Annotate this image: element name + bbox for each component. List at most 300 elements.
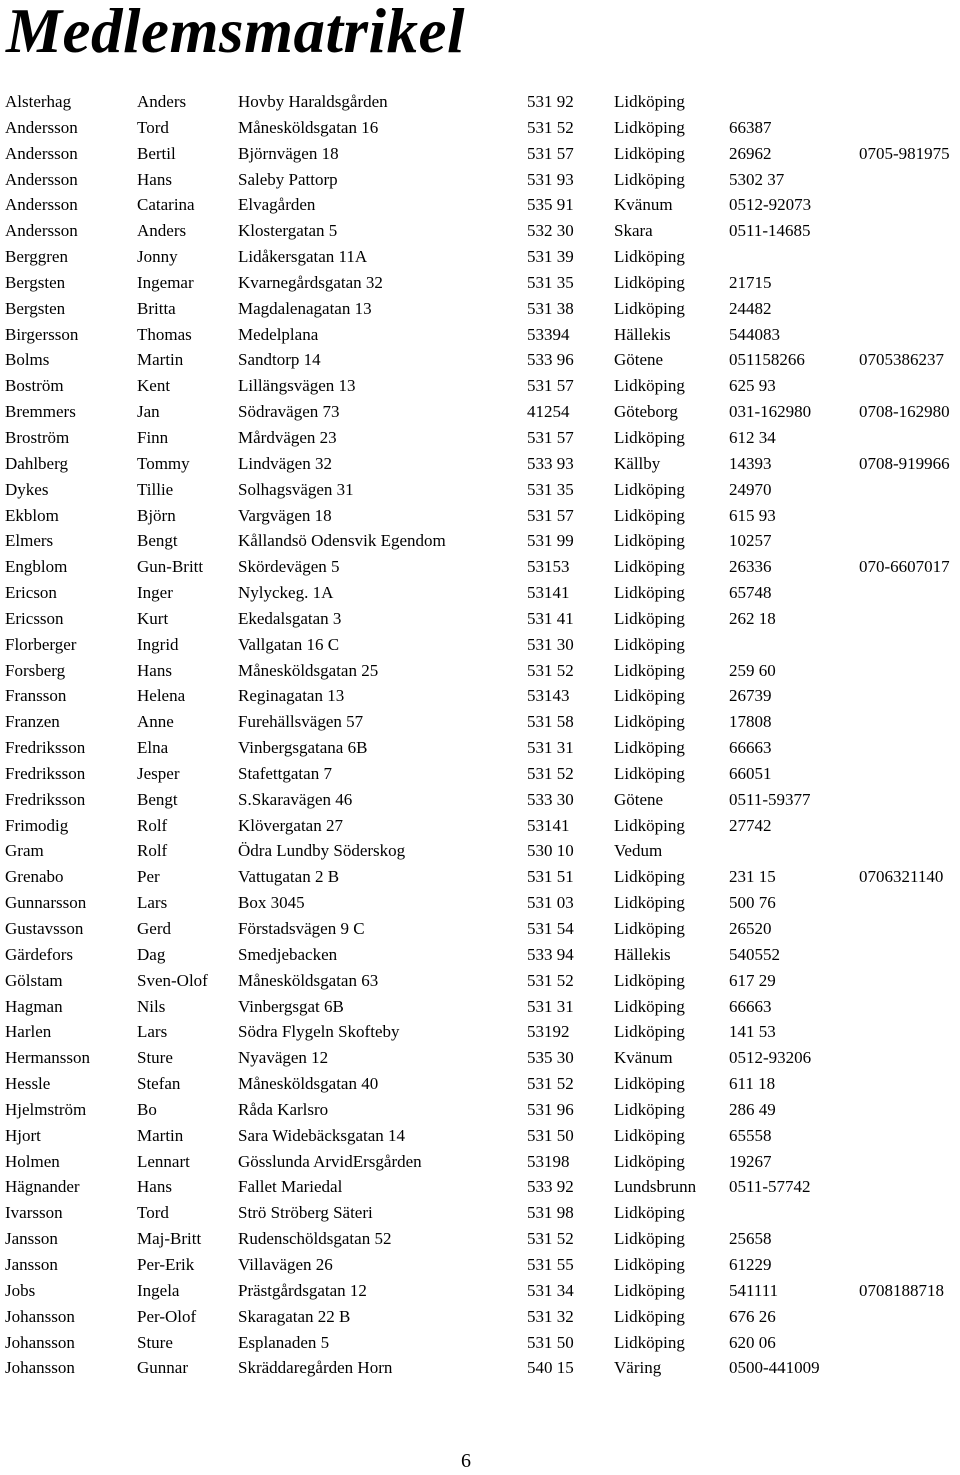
member-street-address: Vinbergsgatana 6B bbox=[238, 738, 368, 758]
member-street-address: Smedjebacken bbox=[238, 944, 338, 964]
member-postal-code: 531 31 bbox=[527, 738, 574, 758]
member-street-address: Box 3045 bbox=[238, 893, 305, 913]
member-street-address: Månesköldsgatan 40 bbox=[238, 1074, 379, 1094]
member-row bbox=[0, 1123, 960, 1149]
member-first-name: Kent bbox=[137, 376, 171, 396]
member-postal-code: 41254 bbox=[527, 402, 570, 422]
member-street-address: Vallgatan 16 C bbox=[238, 634, 340, 654]
member-phone: 19267 bbox=[729, 1151, 772, 1171]
member-postal-code: 531 99 bbox=[527, 531, 574, 551]
member-last-name: Engblom bbox=[5, 557, 68, 577]
member-first-name: Dag bbox=[137, 944, 166, 964]
member-postal-code: 535 91 bbox=[527, 195, 574, 215]
member-postal-code: 531 50 bbox=[527, 1332, 574, 1352]
member-mobile: 0708-162980 bbox=[859, 402, 950, 422]
member-mobile: 0706321140 bbox=[859, 867, 944, 887]
member-last-name: Holmen bbox=[5, 1151, 60, 1171]
member-city: Götene bbox=[614, 350, 664, 370]
member-city: Lidköping bbox=[614, 686, 685, 706]
member-row bbox=[0, 994, 960, 1020]
member-first-name: Inger bbox=[137, 583, 173, 603]
member-phone: 10257 bbox=[729, 531, 772, 551]
member-street-address: Råda Karlsro bbox=[238, 1099, 329, 1119]
member-phone: 65558 bbox=[729, 1125, 772, 1145]
member-phone: 66051 bbox=[729, 763, 772, 783]
member-phone: 14393 bbox=[729, 453, 772, 473]
member-last-name: Broström bbox=[5, 427, 70, 447]
member-row bbox=[0, 838, 960, 864]
member-list bbox=[0, 89, 960, 1381]
member-postal-code: 53394 bbox=[527, 324, 570, 344]
member-row bbox=[0, 761, 960, 787]
member-city: Lidköping bbox=[614, 660, 685, 680]
member-postal-code: 531 58 bbox=[527, 712, 574, 732]
member-street-address: Vattugatan 2 B bbox=[238, 867, 340, 887]
member-last-name: Elmers bbox=[5, 531, 54, 551]
member-city: Lidköping bbox=[614, 1254, 685, 1274]
member-mobile: 0705-981975 bbox=[859, 143, 950, 163]
member-street-address: Gösslunda ArvidErsgården bbox=[238, 1151, 422, 1171]
member-row bbox=[0, 968, 960, 994]
member-city: Lidköping bbox=[614, 298, 685, 318]
member-city: Källby bbox=[614, 453, 661, 473]
member-row bbox=[0, 1174, 960, 1200]
member-row bbox=[0, 1097, 960, 1123]
member-street-address: Skräddaregården Horn bbox=[238, 1358, 393, 1378]
member-phone: 61229 bbox=[729, 1254, 772, 1274]
member-phone: 0512-92073 bbox=[729, 195, 812, 215]
member-phone: 0511-59377 bbox=[729, 789, 811, 809]
member-postal-code: 531 96 bbox=[527, 1099, 574, 1119]
member-phone: 625 93 bbox=[729, 376, 776, 396]
member-last-name: Florberger bbox=[5, 634, 77, 654]
member-city: Lidköping bbox=[614, 919, 685, 938]
member-postal-code: 531 52 bbox=[527, 117, 574, 137]
member-postal-code: 531 93 bbox=[527, 169, 574, 189]
member-last-name: Jobs bbox=[5, 1280, 36, 1300]
member-street-address: Ekedalsgatan 3 bbox=[238, 608, 342, 628]
member-last-name: Dykes bbox=[5, 479, 49, 499]
member-last-name: Fredriksson bbox=[5, 763, 86, 783]
member-street-address: Vargvägen 18 bbox=[238, 505, 332, 525]
member-first-name: Ingemar bbox=[137, 272, 194, 292]
member-mobile: 070-6607017 bbox=[859, 557, 950, 577]
member-last-name: Fransson bbox=[5, 686, 67, 706]
member-phone: 259 60 bbox=[729, 660, 776, 680]
member-first-name: Lars bbox=[137, 1022, 168, 1042]
member-last-name: Hagman bbox=[5, 996, 63, 1016]
member-city: Hällekis bbox=[614, 324, 671, 344]
member-postal-code: 531 39 bbox=[527, 247, 574, 267]
member-first-name: Ingrid bbox=[137, 634, 179, 654]
member-phone: 26520 bbox=[729, 919, 772, 938]
member-first-name: Gunnar bbox=[137, 1358, 188, 1378]
member-row bbox=[0, 916, 960, 942]
member-last-name: Fredriksson bbox=[5, 738, 86, 758]
member-row bbox=[0, 296, 960, 322]
member-first-name: Rolf bbox=[137, 815, 168, 835]
member-first-name: Tommy bbox=[137, 453, 190, 473]
member-row bbox=[0, 813, 960, 839]
member-row bbox=[0, 683, 960, 709]
member-street-address: Nyavägen 12 bbox=[238, 1048, 329, 1068]
member-last-name: Hjelmström bbox=[5, 1099, 87, 1119]
member-row bbox=[0, 632, 960, 658]
member-phone: 26962 bbox=[729, 143, 772, 163]
member-postal-code: 531 51 bbox=[527, 867, 574, 887]
member-city: Lidköping bbox=[614, 893, 685, 913]
member-last-name: Andersson bbox=[5, 143, 78, 163]
member-phone: 5302 37 bbox=[729, 169, 785, 189]
member-first-name: Maj-Britt bbox=[137, 1229, 202, 1249]
member-last-name: Jansson bbox=[5, 1254, 58, 1274]
member-street-address: Förstadsvägen 9 C bbox=[238, 919, 365, 938]
member-first-name: Anders bbox=[137, 221, 187, 241]
member-phone: 615 93 bbox=[729, 505, 776, 525]
page-number: 6 bbox=[461, 1450, 471, 1472]
member-city: Lidköping bbox=[614, 272, 685, 292]
member-street-address: Ödra Lundby Söderskog bbox=[238, 841, 406, 861]
member-row bbox=[0, 890, 960, 916]
member-postal-code: 531 98 bbox=[527, 1203, 574, 1223]
member-row bbox=[0, 322, 960, 348]
member-last-name: Alsterhag bbox=[5, 92, 72, 111]
member-last-name: Berggren bbox=[5, 247, 68, 267]
member-city: Lidköping bbox=[614, 763, 685, 783]
member-row bbox=[0, 89, 960, 115]
member-street-address: Klostergatan 5 bbox=[238, 221, 338, 241]
member-last-name: Gärdefors bbox=[5, 944, 73, 964]
member-phone: 24482 bbox=[729, 298, 772, 318]
member-city: Lidköping bbox=[614, 634, 685, 654]
member-first-name: Sven-Olof bbox=[137, 970, 208, 990]
member-city: Lidköping bbox=[614, 1203, 685, 1223]
member-first-name: Catarina bbox=[137, 195, 195, 215]
member-row bbox=[0, 503, 960, 529]
member-first-name: Finn bbox=[137, 427, 169, 447]
member-street-address: Kvarnegårdsgatan 32 bbox=[238, 272, 383, 292]
member-row bbox=[0, 1330, 960, 1356]
member-postal-code: 531 35 bbox=[527, 479, 574, 499]
member-row bbox=[0, 167, 960, 193]
member-postal-code: 532 30 bbox=[527, 221, 574, 241]
member-postal-code: 531 54 bbox=[527, 919, 574, 938]
member-last-name: Andersson bbox=[5, 117, 78, 137]
member-last-name: Gustavsson bbox=[5, 919, 84, 938]
member-street-address: Medelplana bbox=[238, 324, 319, 344]
member-row bbox=[0, 244, 960, 270]
member-last-name: Dahlberg bbox=[5, 453, 68, 473]
member-city: Lidköping bbox=[614, 531, 685, 551]
member-postal-code: 530 10 bbox=[527, 841, 574, 861]
member-first-name: Per-Olof bbox=[137, 1306, 197, 1326]
member-row bbox=[0, 373, 960, 399]
member-postal-code: 531 35 bbox=[527, 272, 574, 292]
member-first-name: Tord bbox=[137, 117, 169, 137]
member-row bbox=[0, 1304, 960, 1330]
member-last-name: Forsberg bbox=[5, 660, 66, 680]
member-first-name: Per bbox=[137, 867, 160, 887]
member-postal-code: 533 96 bbox=[527, 350, 574, 370]
member-postal-code: 531 31 bbox=[527, 996, 574, 1016]
member-city: Götene bbox=[614, 789, 664, 809]
member-first-name: Jonny bbox=[137, 247, 178, 267]
member-last-name: Ekblom bbox=[5, 505, 59, 525]
member-city: Vedum bbox=[614, 841, 663, 861]
member-first-name: Anne bbox=[137, 712, 174, 732]
member-phone: 051158266 bbox=[729, 350, 805, 370]
member-street-address: Fallet Mariedal bbox=[238, 1177, 343, 1197]
member-street-address: Sara Widebäcksgatan 14 bbox=[238, 1125, 406, 1145]
member-postal-code: 531 55 bbox=[527, 1254, 574, 1274]
member-city: Göteborg bbox=[614, 402, 678, 422]
member-phone: 612 34 bbox=[729, 427, 776, 447]
member-phone: 65748 bbox=[729, 583, 772, 603]
member-phone: 26739 bbox=[729, 686, 772, 706]
member-first-name: Tillie bbox=[137, 479, 174, 499]
member-first-name: Elna bbox=[137, 738, 169, 758]
member-street-address: S.Skaravägen 46 bbox=[238, 789, 353, 809]
member-last-name: Andersson bbox=[5, 169, 78, 189]
member-last-name: Fredriksson bbox=[5, 789, 86, 809]
member-first-name: Hans bbox=[137, 1177, 172, 1197]
member-postal-code: 531 41 bbox=[527, 608, 574, 628]
member-last-name: Frimodig bbox=[5, 815, 69, 835]
member-city: Skara bbox=[614, 221, 653, 241]
member-last-name: Gram bbox=[5, 841, 44, 861]
member-last-name: Harlen bbox=[5, 1022, 52, 1042]
member-last-name: Bergsten bbox=[5, 298, 66, 318]
member-street-address: Esplanaden 5 bbox=[238, 1332, 330, 1352]
member-postal-code: 531 52 bbox=[527, 1229, 574, 1249]
member-first-name: Rolf bbox=[137, 841, 168, 861]
member-street-address: Klövergatan 27 bbox=[238, 815, 343, 835]
member-phone: 617 29 bbox=[729, 970, 776, 990]
member-first-name: Britta bbox=[137, 298, 176, 318]
member-first-name: Hans bbox=[137, 660, 172, 680]
member-row bbox=[0, 1149, 960, 1175]
member-city: Lidköping bbox=[614, 867, 685, 887]
member-phone: 541111 bbox=[729, 1280, 779, 1300]
member-phone: 286 49 bbox=[729, 1099, 776, 1119]
member-city: Kvänum bbox=[614, 1048, 673, 1068]
member-last-name: Bremmers bbox=[5, 402, 76, 422]
member-phone: 25658 bbox=[729, 1229, 772, 1249]
member-phone: 231 15 bbox=[729, 867, 776, 887]
member-street-address: Nylyckeg. 1A bbox=[238, 583, 334, 603]
member-postal-code: 531 30 bbox=[527, 634, 574, 654]
member-first-name: Jesper bbox=[137, 763, 180, 783]
member-postal-code: 531 03 bbox=[527, 893, 574, 913]
member-street-address: Prästgårdsgatan 12 bbox=[238, 1280, 367, 1300]
member-city: Lidköping bbox=[614, 608, 685, 628]
member-row bbox=[0, 1252, 960, 1278]
member-phone: 540552 bbox=[729, 944, 780, 964]
member-first-name: Sture bbox=[137, 1332, 173, 1352]
member-row bbox=[0, 787, 960, 813]
member-city: Lidköping bbox=[614, 143, 685, 163]
member-first-name: Thomas bbox=[137, 324, 192, 344]
member-postal-code: 53198 bbox=[527, 1151, 570, 1171]
member-mobile: 0708-919966 bbox=[859, 453, 950, 473]
member-first-name: Gerd bbox=[137, 919, 171, 938]
member-postal-code: 53153 bbox=[527, 557, 570, 577]
member-row bbox=[0, 1019, 960, 1045]
member-street-address: Stafettgatan 7 bbox=[238, 763, 332, 783]
member-postal-code: 531 34 bbox=[527, 1280, 574, 1300]
member-street-address: Hovby Haraldsgården bbox=[238, 92, 388, 111]
member-postal-code: 531 52 bbox=[527, 970, 574, 990]
member-first-name: Nils bbox=[137, 996, 166, 1016]
member-first-name: Anders bbox=[137, 92, 187, 111]
member-row bbox=[0, 270, 960, 296]
member-city: Lidköping bbox=[614, 1306, 685, 1326]
member-city: Hällekis bbox=[614, 944, 671, 964]
member-row bbox=[0, 115, 960, 141]
member-city: Lidköping bbox=[614, 557, 685, 577]
member-last-name: Ivarsson bbox=[5, 1203, 63, 1223]
member-postal-code: 540 15 bbox=[527, 1358, 574, 1378]
member-last-name: Andersson bbox=[5, 195, 78, 215]
member-phone: 544083 bbox=[729, 324, 780, 344]
member-city: Lidköping bbox=[614, 247, 685, 267]
member-postal-code: 531 38 bbox=[527, 298, 574, 318]
member-city: Lidköping bbox=[614, 1280, 685, 1300]
member-row bbox=[0, 347, 960, 373]
member-phone: 262 18 bbox=[729, 608, 776, 628]
member-last-name: Hjort bbox=[5, 1125, 41, 1145]
member-city: Väring bbox=[614, 1358, 662, 1378]
member-first-name: Martin bbox=[137, 1125, 184, 1145]
member-phone: 66387 bbox=[729, 117, 772, 137]
member-city: Lidköping bbox=[614, 970, 685, 990]
member-phone: 66663 bbox=[729, 996, 772, 1016]
member-row bbox=[0, 606, 960, 632]
member-postal-code: 531 52 bbox=[527, 660, 574, 680]
member-street-address: Södravägen 73 bbox=[238, 402, 340, 422]
member-last-name: Johansson bbox=[5, 1306, 75, 1326]
member-street-address: Reginagatan 13 bbox=[238, 686, 345, 706]
member-city: Lidköping bbox=[614, 583, 685, 603]
member-phone: 620 06 bbox=[729, 1332, 776, 1352]
member-street-address: Sandtorp 14 bbox=[238, 350, 321, 370]
member-street-address: Lindvägen 32 bbox=[238, 453, 332, 473]
member-street-address: Elvagården bbox=[238, 195, 316, 215]
member-street-address: Månesköldsgatan 25 bbox=[238, 660, 379, 680]
member-phone: 21715 bbox=[729, 272, 772, 292]
member-postal-code: 531 32 bbox=[527, 1306, 574, 1326]
member-postal-code: 531 57 bbox=[527, 143, 574, 163]
member-row bbox=[0, 1071, 960, 1097]
member-last-name: Andersson bbox=[5, 221, 78, 241]
member-row bbox=[0, 1045, 960, 1071]
member-city: Lidköping bbox=[614, 169, 685, 189]
member-street-address: Lillängsvägen 13 bbox=[238, 376, 356, 396]
member-street-address: Strö Ströberg Säteri bbox=[238, 1203, 373, 1223]
member-last-name: Hessle bbox=[5, 1074, 51, 1094]
member-row bbox=[0, 942, 960, 968]
member-first-name: Gun-Britt bbox=[137, 557, 204, 577]
member-last-name: Gunnarsson bbox=[5, 893, 87, 913]
member-mobile: 0705386237 bbox=[859, 350, 944, 370]
member-last-name: Grenabo bbox=[5, 867, 64, 887]
member-phone: 611 18 bbox=[729, 1074, 776, 1094]
member-city: Lundsbrunn bbox=[614, 1177, 697, 1197]
member-city: Lidköping bbox=[614, 1074, 685, 1094]
member-last-name: Gölstam bbox=[5, 970, 63, 990]
member-postal-code: 531 50 bbox=[527, 1125, 574, 1145]
member-street-address: Skaragatan 22 B bbox=[238, 1306, 351, 1326]
member-first-name: Kurt bbox=[137, 608, 169, 628]
member-postal-code: 535 30 bbox=[527, 1048, 574, 1068]
member-first-name: Lars bbox=[137, 893, 168, 913]
member-row bbox=[0, 1200, 960, 1226]
member-street-address: Furehällsvägen 57 bbox=[238, 712, 364, 732]
member-street-address: Skördevägen 5 bbox=[238, 557, 340, 577]
member-city: Lidköping bbox=[614, 712, 685, 732]
member-street-address: Björnvägen 18 bbox=[238, 143, 339, 163]
member-first-name: Tord bbox=[137, 1203, 169, 1223]
member-postal-code: 533 30 bbox=[527, 789, 574, 809]
member-street-address: Saleby Pattorp bbox=[238, 169, 338, 189]
member-last-name: Jansson bbox=[5, 1229, 58, 1249]
member-row bbox=[0, 580, 960, 606]
member-postal-code: 53141 bbox=[527, 583, 570, 603]
member-city: Lidköping bbox=[614, 479, 685, 499]
member-city: Lidköping bbox=[614, 1022, 685, 1042]
member-phone: 27742 bbox=[729, 815, 772, 835]
member-row bbox=[0, 709, 960, 735]
member-phone: 500 76 bbox=[729, 893, 776, 913]
member-street-address: Månesköldsgatan 16 bbox=[238, 117, 379, 137]
member-phone: 0511-14685 bbox=[729, 221, 811, 241]
member-phone: 26336 bbox=[729, 557, 772, 577]
member-first-name: Bengt bbox=[137, 789, 178, 809]
member-first-name: Sture bbox=[137, 1048, 173, 1068]
member-row bbox=[0, 1278, 960, 1304]
member-first-name: Bertil bbox=[137, 143, 176, 163]
member-phone: 17808 bbox=[729, 712, 772, 732]
member-row bbox=[0, 735, 960, 761]
member-city: Lidköping bbox=[614, 738, 685, 758]
member-last-name: Hägnander bbox=[5, 1177, 80, 1197]
member-last-name: Johansson bbox=[5, 1332, 75, 1352]
member-phone: 0500-441009 bbox=[729, 1358, 820, 1378]
member-city: Lidköping bbox=[614, 1099, 685, 1119]
member-street-address: Villavägen 26 bbox=[238, 1254, 333, 1274]
member-first-name: Bengt bbox=[137, 531, 178, 551]
member-row bbox=[0, 192, 960, 218]
member-row bbox=[0, 864, 960, 890]
member-street-address: Solhagsvägen 31 bbox=[238, 479, 354, 499]
member-postal-code: 533 93 bbox=[527, 453, 574, 473]
member-row bbox=[0, 554, 960, 580]
member-last-name: Birgersson bbox=[5, 324, 79, 344]
member-city: Kvänum bbox=[614, 195, 673, 215]
member-street-address: Vinbergsgat 6B bbox=[238, 996, 344, 1016]
member-first-name: Stefan bbox=[137, 1074, 181, 1094]
member-street-address: Södra Flygeln Skofteby bbox=[238, 1022, 400, 1042]
member-phone: 676 26 bbox=[729, 1306, 776, 1326]
member-postal-code: 53141 bbox=[527, 815, 570, 835]
member-postal-code: 531 57 bbox=[527, 376, 574, 396]
member-postal-code: 531 52 bbox=[527, 1074, 574, 1094]
member-city: Lidköping bbox=[614, 92, 685, 111]
member-mobile: 0708188718 bbox=[859, 1280, 944, 1300]
member-last-name: Ericson bbox=[5, 583, 57, 603]
member-street-address: Rudenschöldsgatan 52 bbox=[238, 1229, 392, 1249]
member-postal-code: 531 57 bbox=[527, 505, 574, 525]
